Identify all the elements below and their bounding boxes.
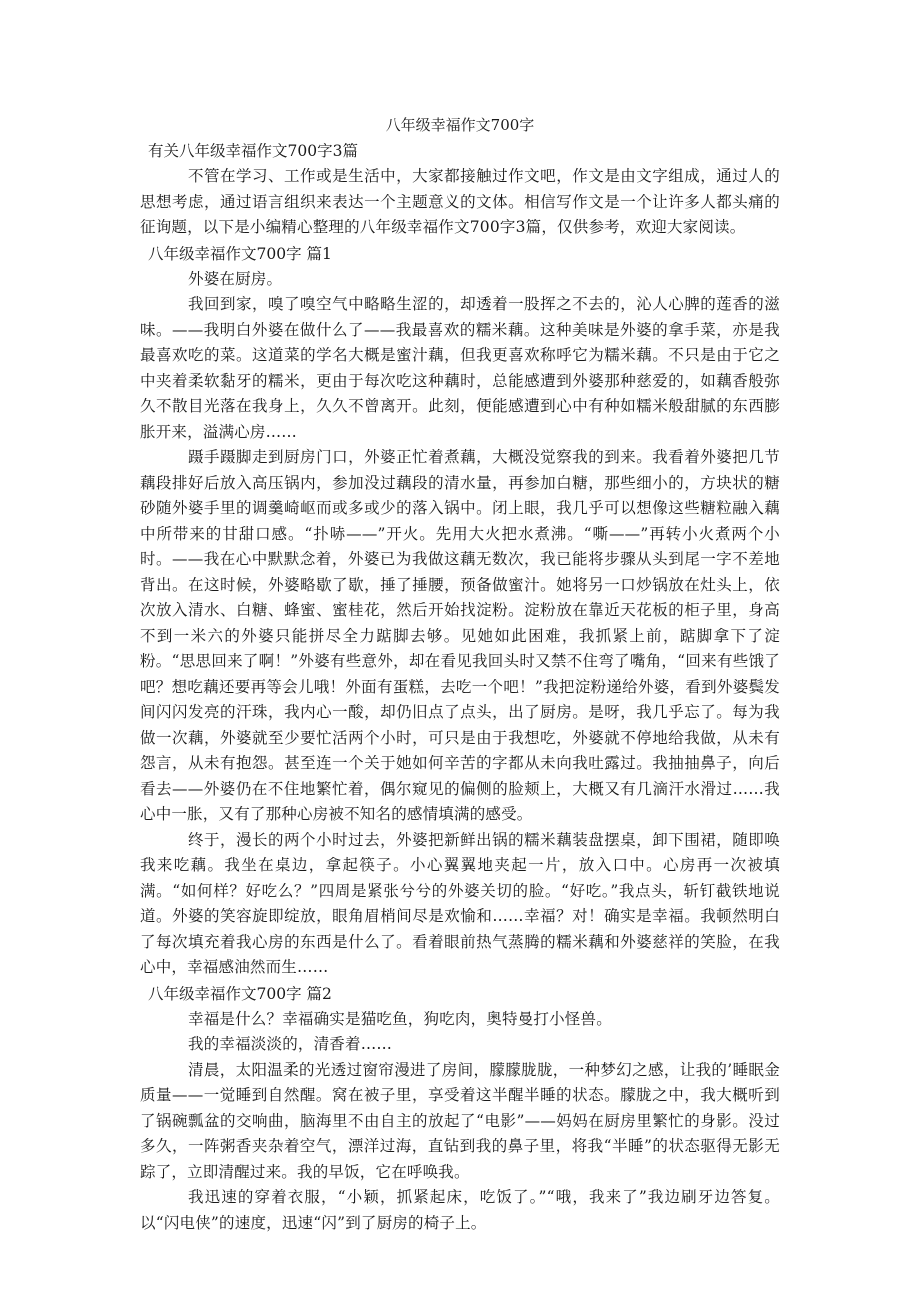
document-subtitle: 有关八年级幸福作文700字3篇	[148, 142, 358, 160]
section-2-paragraph: 幸福是什么？幸福确实是猫吃鱼，狗吃肉，奥特曼打小怪兽。	[188, 1009, 612, 1028]
section-2-paragraph: 我的幸福淡淡的，清香着……	[188, 1035, 393, 1053]
section-1-paragraph: 外婆在厨房。	[188, 269, 283, 288]
section-1-paragraph: 终于，漫长的两个小时过去，外婆把新鲜出锅的糯米藕装盘摆桌，卸下围裙，随即唤我来吃藕。我坐在桌边，拿起筷子。小心翼翼地夹起一片，放入口中。心房再一次被填满。“如何样？好吃么？”四周是紧张兮兮的外婆关切的脸。“好吃。”我点头，斩钉截铁地说道。外婆的笑容旋即绽放，眼角眉梢间尽是欢愉和……幸福？对！确实是幸福。我顿然明白了每次填充着我心房的东西是什么了。看着眼前热气蒸腾的糯米藕和外婆慈祥的笑脸，在我心中，幸福感油然而生……	[140, 830, 780, 976]
section-2-paragraph: 清晨，太阳温柔的光透过窗帘漫进了房间，朦朦胧胧，一种梦幻之感，让我的’睡眠金质量——一觉睡到自然醒。窝在被子里，享受着这半醒半睡的状态。朦胧之中，我大概听到了锅碗瓢盆的交响曲，脑海里不由自主的放起了“电影”——妈妈在厨房里繁忙的身影。没过多久，一阵粥香夹杂着空气，漂洋过海，直钻到我的鼻子里，将我“半睡”的状态驱得无影无踪了，立即清醒过来。我的早饭，它在呼唤我。	[140, 1060, 780, 1181]
section-1-heading: 八年级幸福作文700字 篇1	[148, 244, 332, 263]
section-1-paragraph: 蹑手蹑脚走到厨房门口，外婆正忙着煮藕，大概没觉察我的到来。我看着外婆把几节藕段排好后放入高压锅内，参加没过藕段的清水量，再参加白糖，那些细小的，方块状的糖砂随外婆手里的调羹崎岖而或多或少的落入锅中。闭上眼，我几乎可以想像这些糖粒融入藕中所带来的甘甜口感。“扑哧——”开火。先用大火把水煮沸。“嘶——”再转小火煮两个小时。——我在心中默默念着，外婆已为我做这藕无数次，我已能将步骤从头到尾一字不差地背出。在这时候，外婆略歇了歇，捶了捶腰，预备做蜜汁。她将另一口炒锅放在灶头上，依次放入清水、白糖、蜂蜜、蜜桂花，然后开始找淀粉。淀粉放在靠近天花板的柜子里，身高不到一米六的外婆只能拼尽全力踮脚去够。见她如此困难，我抓紧上前，踮脚拿下了淀粉。“思思回来了啊！”外婆有些意外，却在看见我回头时又禁不住弯了嘴角，“回来有些饿了吧？想吃藕还要再等会儿哦！外面有蛋糕，去吃一个吧！”我把淀粉递给外婆，看到外婆鬓发间闪闪发亮的汗珠，我内心一酸，却仍旧点了点头，出了厨房。是呀，我几乎忘了。每为我做一次藕，外婆就至少要忙活两个小时，可只是由于我想吃，外婆就不停地给我做，从未有怨言，从未有抱怨。甚至连一个关于她如何辛苦的字都从未向我吐露过。我抽抽鼻子，向后看去——外婆仍在不住地繁忙着，偶尔窥见的偏侧的脸颊上，大概又有几滴汗水滑过……我心中一胀，又有了那种心房被不知名的感情填满的感受。	[140, 448, 780, 823]
intro-paragraph: 不管在学习、工作或是生活中，大家都接触过作文吧，作文是由文字组成，通过人的思想考虑，通过语言组织来表达一个主题意义的文体。相信写作文是一个让许多人都头痛的征询题，以下是小编精心整理的八年级幸福作文700字3篇，仅供参考，欢迎大家阅读。	[140, 167, 780, 236]
document-page	[140, 112, 780, 1236]
section-2-paragraph: 我迅速的穿着衣服，“小颖，抓紧起床，吃饭了。”“哦，我来了”我边刷牙边答复。以“闪电侠”的速度，迅速“闪”到了厨房的椅子上。	[140, 1188, 780, 1232]
section-1-paragraph: 我回到家，嗅了嗅空气中略略生涩的，却透着一股挥之不去的，沁人心脾的莲香的滋味。——我明白外婆在做什么了——我最喜欢的糯米藕。这种美味是外婆的拿手菜，亦是我最喜欢吃的菜。这道菜的学名大概是蜜汁藕，但我更喜欢称呼它为糯米藕。不只是由于它之中夹着柔软黏牙的糯米，更由于每次吃这种藕时，总能感遭到外婆那种慈爱的，如藕香般弥久不散目光落在我身上，久久不曾离开。此刻，便能感遭到心中有种如糯米般甜腻的东西膨胀开来，溢满心房……	[140, 295, 780, 441]
section-2-heading: 八年级幸福作文700字 篇2	[148, 984, 332, 1003]
document-title: 八年级幸福作文700字	[385, 116, 535, 134]
